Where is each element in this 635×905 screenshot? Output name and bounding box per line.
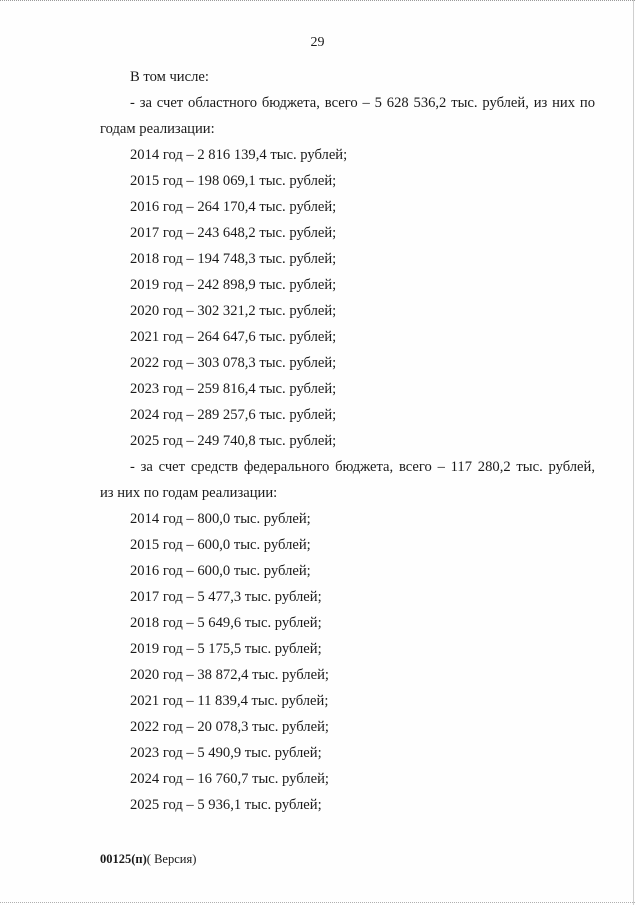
federal-year-item: 2018 год – 5 649,6 тыс. рублей; [130,615,322,631]
footer-document-code [100,852,196,867]
regional-year-item: 2017 год – 243 648,2 тыс. рублей; [130,225,337,241]
federal-year-item: 2020 год – 38 872,4 тыс. рублей; [130,667,329,683]
regional-heading-line1: - за счет областного бюджета, всего – 5 628 536,2 тыс. рублей, из них по [130,95,595,111]
scan-edge-top [0,0,635,3]
federal-year-item: 2015 год – 600,0 тыс. рублей; [130,537,311,553]
page-number: 29 [310,35,325,50]
federal-heading-line2: из них по годам реализации: [100,485,278,501]
regional-heading-line2: годам реализации: [100,121,215,137]
intro-text: В том числе: [130,69,209,85]
scan-edge-bottom [0,901,635,903]
federal-year-item: 2014 год – 800,0 тыс. рублей; [130,511,311,527]
federal-year-item: 2016 год – 600,0 тыс. рублей; [130,563,311,579]
regional-year-item: 2024 год – 289 257,6 тыс. рублей; [130,407,337,423]
federal-heading-line1: - за счет средств федерального бюджета, всего – 117 280,2 тыс. рублей, [130,459,595,475]
regional-year-item: 2021 год – 264 647,6 тыс. рублей; [130,329,337,345]
federal-year-item: 2017 год – 5 477,3 тыс. рублей; [130,589,322,605]
federal-year-item: 2019 год – 5 175,5 тыс. рублей; [130,641,322,657]
regional-year-item: 2019 год – 242 898,9 тыс. рублей; [130,277,337,293]
federal-year-item: 2025 год – 5 936,1 тыс. рублей; [130,797,322,813]
document-version: ( Версия) [146,852,197,866]
regional-year-item: 2025 год – 249 740,8 тыс. рублей; [130,433,337,449]
federal-year-item: 2023 год – 5 490,9 тыс. рублей; [130,745,322,761]
regional-year-item: 2018 год – 194 748,3 тыс. рублей; [130,251,337,267]
regional-year-item: 2015 год – 198 069,1 тыс. рублей; [130,173,337,189]
scan-edge-right [633,0,634,905]
regional-years-list [100,142,595,454]
document-body [100,64,595,818]
regional-year-item: 2014 год – 2 816 139,4 тыс. рублей; [130,147,348,163]
document-code: 00125(п) [100,852,147,866]
federal-year-item: 2024 год – 16 760,7 тыс. рублей; [130,771,329,787]
federal-year-item: 2021 год – 11 839,4 тыс. рублей; [130,693,329,709]
regional-year-item: 2016 год – 264 170,4 тыс. рублей; [130,199,337,215]
federal-budget-heading [100,454,595,506]
regional-year-item: 2022 год – 303 078,3 тыс. рублей; [130,355,337,371]
federal-year-item: 2022 год – 20 078,3 тыс. рублей; [130,719,329,735]
regional-year-item: 2020 год – 302 321,2 тыс. рублей; [130,303,337,319]
federal-years-list [100,506,595,818]
regional-budget-heading [100,90,595,142]
regional-year-item: 2023 год – 259 816,4 тыс. рублей; [130,381,337,397]
